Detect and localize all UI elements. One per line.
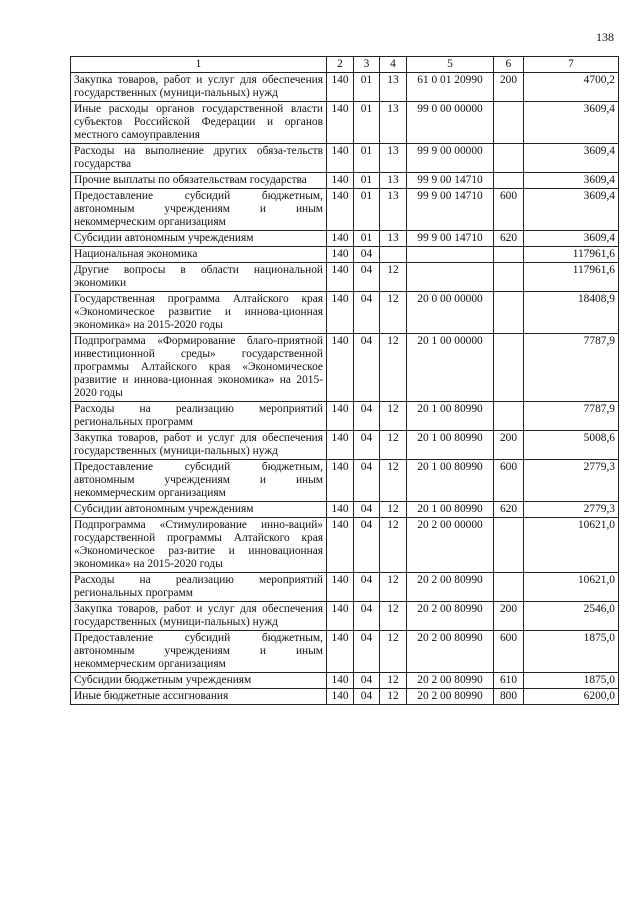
table-row (71, 402, 619, 431)
target-article-cell: 61 0 01 20990 (407, 73, 494, 102)
expense-type-cell: 200 (494, 431, 524, 460)
amount-cell: 4700,2 (524, 73, 619, 102)
subsection-code-cell: 13 (380, 144, 407, 173)
expenditure-name-cell: Предоставление субсидий бюджетным, автономным учреждениям и иным некоммерческим организациям (71, 631, 327, 673)
subsection-code-cell: 12 (380, 460, 407, 502)
expenditure-name-cell: Подпрограмма «Стимулирование инно-ваций» государственной программы Алтайского края «Экономическое раз-витие и инновационная экономика» на 2015-2020 годы (71, 518, 327, 573)
table-row (71, 673, 619, 689)
section-code-cell: 04 (354, 247, 380, 263)
subsection-code-cell: 12 (380, 673, 407, 689)
expense-type-cell: 600 (494, 460, 524, 502)
table-row (71, 189, 619, 231)
budget-table (70, 56, 619, 705)
ministry-code-cell: 140 (327, 173, 354, 189)
subsection-code-cell: 12 (380, 402, 407, 431)
table-row (71, 689, 619, 705)
subsection-code-cell: 13 (380, 73, 407, 102)
section-code-cell: 04 (354, 631, 380, 673)
subsection-code-cell: 12 (380, 502, 407, 518)
expense-type-cell: 800 (494, 689, 524, 705)
target-article-cell: 20 2 00 80990 (407, 673, 494, 689)
expense-type-cell (494, 263, 524, 292)
target-article-cell: 20 2 00 80990 (407, 573, 494, 602)
amount-cell: 3609,4 (524, 144, 619, 173)
target-article-cell: 99 9 00 14710 (407, 189, 494, 231)
subsection-code-cell: 12 (380, 602, 407, 631)
section-code-cell: 01 (354, 173, 380, 189)
table-row (71, 144, 619, 173)
amount-cell: 1875,0 (524, 631, 619, 673)
amount-cell: 2779,3 (524, 502, 619, 518)
expenditure-name-cell: Субсидии автономным учреждениям (71, 231, 327, 247)
table-row (71, 460, 619, 502)
column-header: 4 (380, 57, 407, 73)
amount-cell: 18408,9 (524, 292, 619, 334)
column-header: 2 (327, 57, 354, 73)
target-article-cell: 20 1 00 80990 (407, 502, 494, 518)
section-code-cell: 04 (354, 573, 380, 602)
table-row (71, 573, 619, 602)
table-body (71, 73, 619, 705)
ministry-code-cell: 140 (327, 502, 354, 518)
section-code-cell: 01 (354, 102, 380, 144)
expenditure-name-cell: Расходы на реализацию мероприятий региональных программ (71, 402, 327, 431)
target-article-cell: 20 2 00 80990 (407, 689, 494, 705)
subsection-code-cell: 13 (380, 102, 407, 144)
ministry-code-cell: 140 (327, 144, 354, 173)
expenditure-name-cell: Закупка товаров, работ и услуг для обеспечения государственных (муници-пальных) нужд (71, 431, 327, 460)
ministry-code-cell: 140 (327, 231, 354, 247)
table-header-row (71, 57, 619, 73)
amount-cell: 117961,6 (524, 263, 619, 292)
section-code-cell: 04 (354, 263, 380, 292)
section-code-cell: 04 (354, 602, 380, 631)
expense-type-cell (494, 144, 524, 173)
table-row (71, 431, 619, 460)
target-article-cell: 20 1 00 80990 (407, 460, 494, 502)
amount-cell: 3609,4 (524, 173, 619, 189)
expense-type-cell (494, 247, 524, 263)
subsection-code-cell: 12 (380, 334, 407, 402)
subsection-code-cell: 12 (380, 573, 407, 602)
ministry-code-cell: 140 (327, 334, 354, 402)
ministry-code-cell: 140 (327, 102, 354, 144)
target-article-cell: 20 1 00 80990 (407, 402, 494, 431)
target-article-cell: 99 0 00 00000 (407, 102, 494, 144)
section-code-cell: 04 (354, 431, 380, 460)
expenditure-name-cell: Подпрограмма «Формирование благо-приятной инвестиционной среды» государственной программы Алтайского края «Экономическое развитие и иннова-ционная экономика» на 2015-2020 годы (71, 334, 327, 402)
expense-type-cell (494, 173, 524, 189)
table-row (71, 73, 619, 102)
expenditure-name-cell: Национальная экономика (71, 247, 327, 263)
target-article-cell (407, 247, 494, 263)
expense-type-cell: 620 (494, 231, 524, 247)
amount-cell: 2546,0 (524, 602, 619, 631)
expense-type-cell: 610 (494, 673, 524, 689)
column-header: 6 (494, 57, 524, 73)
subsection-code-cell: 12 (380, 631, 407, 673)
ministry-code-cell: 140 (327, 402, 354, 431)
subsection-code-cell: 12 (380, 292, 407, 334)
table-row (71, 102, 619, 144)
expense-type-cell: 600 (494, 631, 524, 673)
subsection-code-cell (380, 247, 407, 263)
expenditure-name-cell: Иные бюджетные ассигнования (71, 689, 327, 705)
amount-cell: 10621,0 (524, 518, 619, 573)
expense-type-cell (494, 292, 524, 334)
section-code-cell: 04 (354, 292, 380, 334)
expense-type-cell: 600 (494, 189, 524, 231)
target-article-cell: 99 9 00 14710 (407, 231, 494, 247)
subsection-code-cell: 13 (380, 173, 407, 189)
amount-cell: 117961,6 (524, 247, 619, 263)
expenditure-name-cell: Субсидии автономным учреждениям (71, 502, 327, 518)
table-row (71, 247, 619, 263)
ministry-code-cell: 140 (327, 189, 354, 231)
amount-cell: 3609,4 (524, 189, 619, 231)
target-article-cell: 20 2 00 80990 (407, 602, 494, 631)
expenditure-name-cell: Иные расходы органов государственной власти субъектов Российской Федерации и органов местного самоуправления (71, 102, 327, 144)
target-article-cell: 20 1 00 80990 (407, 431, 494, 460)
subsection-code-cell: 12 (380, 263, 407, 292)
ministry-code-cell: 140 (327, 292, 354, 334)
subsection-code-cell: 13 (380, 231, 407, 247)
expenditure-name-cell: Закупка товаров, работ и услуг для обеспечения государственных (муници-пальных) нужд (71, 73, 327, 102)
subsection-code-cell: 12 (380, 689, 407, 705)
table-row (71, 231, 619, 247)
amount-cell: 5008,6 (524, 431, 619, 460)
section-code-cell: 04 (354, 673, 380, 689)
ministry-code-cell: 140 (327, 73, 354, 102)
amount-cell: 2779,3 (524, 460, 619, 502)
section-code-cell: 01 (354, 231, 380, 247)
table-row (71, 263, 619, 292)
subsection-code-cell: 13 (380, 189, 407, 231)
target-article-cell: 20 2 00 80990 (407, 631, 494, 673)
amount-cell: 1875,0 (524, 673, 619, 689)
section-code-cell: 04 (354, 460, 380, 502)
section-code-cell: 04 (354, 402, 380, 431)
amount-cell: 7787,9 (524, 334, 619, 402)
amount-cell: 6200,0 (524, 689, 619, 705)
section-code-cell: 01 (354, 144, 380, 173)
amount-cell: 3609,4 (524, 231, 619, 247)
expenditure-name-cell: Расходы на выполнение других обяза-тельств государства (71, 144, 327, 173)
target-article-cell: 20 1 00 00000 (407, 334, 494, 402)
column-header: 3 (354, 57, 380, 73)
table-row (71, 518, 619, 573)
expenditure-name-cell: Субсидии бюджетным учреждениям (71, 673, 327, 689)
table-row (71, 173, 619, 189)
expense-type-cell (494, 102, 524, 144)
target-article-cell: 99 9 00 14710 (407, 173, 494, 189)
expense-type-cell: 200 (494, 73, 524, 102)
ministry-code-cell: 140 (327, 518, 354, 573)
ministry-code-cell: 140 (327, 689, 354, 705)
table-row (71, 292, 619, 334)
expense-type-cell: 200 (494, 602, 524, 631)
section-code-cell: 01 (354, 189, 380, 231)
section-code-cell: 04 (354, 502, 380, 518)
ministry-code-cell: 140 (327, 631, 354, 673)
ministry-code-cell: 140 (327, 431, 354, 460)
ministry-code-cell: 140 (327, 573, 354, 602)
amount-cell: 7787,9 (524, 402, 619, 431)
ministry-code-cell: 140 (327, 673, 354, 689)
expense-type-cell (494, 518, 524, 573)
target-article-cell (407, 263, 494, 292)
table-row (71, 631, 619, 673)
section-code-cell: 04 (354, 689, 380, 705)
column-header: 1 (71, 57, 327, 73)
target-article-cell: 20 2 00 00000 (407, 518, 494, 573)
expense-type-cell (494, 402, 524, 431)
amount-cell: 10621,0 (524, 573, 619, 602)
section-code-cell: 04 (354, 334, 380, 402)
expenditure-name-cell: Закупка товаров, работ и услуг для обеспечения государственных (муници-пальных) нужд (71, 602, 327, 631)
ministry-code-cell: 140 (327, 460, 354, 502)
expenditure-name-cell: Предоставление субсидий бюджетным, автономным учреждениям и иным некоммерческим организациям (71, 460, 327, 502)
section-code-cell: 01 (354, 73, 380, 102)
expenditure-name-cell: Другие вопросы в области национальной экономики (71, 263, 327, 292)
subsection-code-cell: 12 (380, 518, 407, 573)
ministry-code-cell: 140 (327, 263, 354, 292)
ministry-code-cell: 140 (327, 247, 354, 263)
expenditure-name-cell: Предоставление субсидий бюджетным, автономным учреждениям и иным некоммерческим организациям (71, 189, 327, 231)
amount-cell: 3609,4 (524, 102, 619, 144)
expense-type-cell (494, 334, 524, 402)
target-article-cell: 99 9 00 00000 (407, 144, 494, 173)
table-row (71, 602, 619, 631)
column-header: 5 (407, 57, 494, 73)
expenditure-name-cell: Государственная программа Алтайского края «Экономическое развитие и иннова-ционная экономика» на 2015-2020 годы (71, 292, 327, 334)
table-row (71, 502, 619, 518)
ministry-code-cell: 140 (327, 602, 354, 631)
subsection-code-cell: 12 (380, 431, 407, 460)
expense-type-cell (494, 573, 524, 602)
expense-type-cell: 620 (494, 502, 524, 518)
expenditure-name-cell: Расходы на реализацию мероприятий региональных программ (71, 573, 327, 602)
column-header: 7 (524, 57, 619, 73)
target-article-cell: 20 0 00 00000 (407, 292, 494, 334)
table-row (71, 334, 619, 402)
page-number: 138 (596, 30, 614, 44)
section-code-cell: 04 (354, 518, 380, 573)
expenditure-name-cell: Прочие выплаты по обязательствам государства (71, 173, 327, 189)
